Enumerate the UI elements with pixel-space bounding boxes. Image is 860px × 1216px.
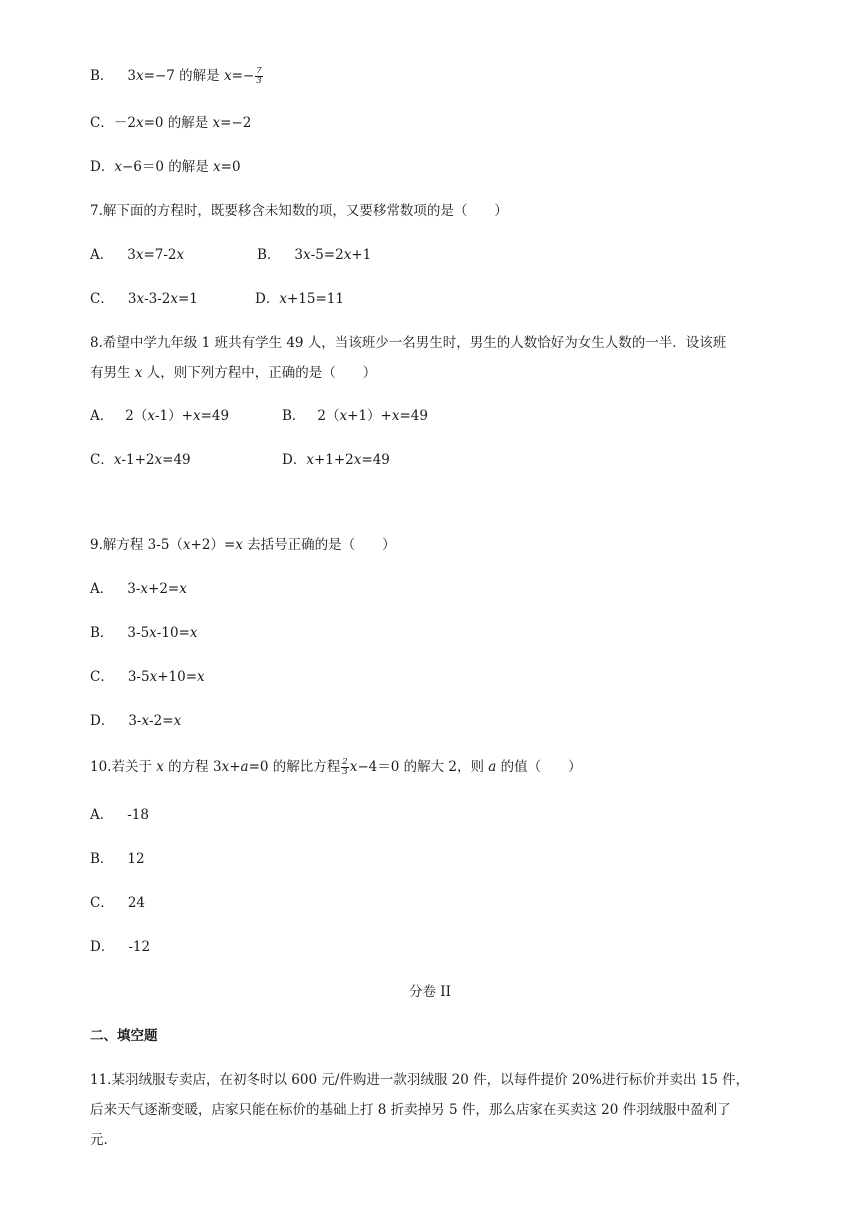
variable: x [136,291,145,307]
variable: x [349,759,358,775]
variable: a [488,759,497,775]
text: −6＝0 的解是 [121,159,214,175]
variable: x [179,581,187,597]
variable: x [140,581,149,597]
option-label: B． [90,851,114,867]
option-label: D． [90,159,115,175]
option-label: B． [90,625,114,641]
variable: x [221,759,230,775]
text: 3-5 [127,625,150,641]
variable: x [353,452,362,468]
variable: x [156,759,164,775]
q7-option-a [90,245,184,265]
q6-option-b [90,66,264,86]
text: 的值（ ） [496,759,582,775]
option-label: C． [90,669,114,685]
fraction-denominator: 3 [342,767,348,777]
text: =0 的解是 [143,115,213,131]
option-label: A． [90,247,114,263]
option-label: C． [90,115,114,131]
option-label: B． [257,247,281,263]
q6-option-d [90,157,241,177]
text: =49 [399,408,428,424]
option-value: 24 [127,895,146,911]
text: 9.解方程 3-5（ [90,537,183,553]
text: +10= [157,669,198,685]
fraction-numerator: 7 [256,66,262,76]
text: +2= [148,581,180,597]
option-label: D． [90,713,115,729]
text: -1+2 [121,452,155,468]
text: 3-5 [127,669,150,685]
option-label: A． [90,807,114,823]
text: =0 的解比方程 [248,759,341,775]
option-value: -18 [127,807,149,823]
variable: x [192,408,201,424]
text: 3 [127,291,137,307]
variable: x [154,452,163,468]
q8-stem-line2 [90,363,376,383]
text: =49 [162,452,191,468]
text: =1 [178,291,198,307]
text: 3- [127,581,141,597]
text: −4＝0 的解大 2，则 [357,759,489,775]
variable: x [306,452,314,468]
q9-stem [90,535,396,555]
option-label: D． [255,291,280,307]
text: 2（ [317,408,340,424]
variable: x [197,669,205,685]
text: 3 [294,247,304,263]
text: =7-2 [143,247,177,263]
text: －2 [113,115,136,131]
q10-option-a [90,805,149,825]
text: -1）+ [154,408,193,424]
variable: x [141,713,150,729]
q11-line2: 后来天气逐渐变暖，店家只能在标价的基础上打 8 折卖掉另 5 件，那么店家在买卖这 20 件羽绒服中盈利了 [90,1102,731,1118]
q7-option-c [90,289,198,309]
text: =0 [220,159,241,175]
variable: x [135,115,144,131]
variable: x [173,713,182,729]
option-value: -12 [128,939,151,955]
variable: x [114,159,122,175]
variable: x [339,408,348,424]
text: =−2 [220,115,252,131]
text: + [229,759,241,775]
variable: x [279,291,287,307]
q8-option-c [90,450,191,470]
q9-option-a [90,579,187,599]
option-value: 12 [127,851,145,867]
text: =49 [361,452,390,468]
q8-option-d [282,450,390,470]
option-label: C． [90,452,114,468]
text: 3- [128,713,142,729]
variable: x [391,408,400,424]
q7-stem: 7.解下面的方程时，既要移含未知数的项，又要移常数项的是（ ） [90,203,508,219]
variable: x [149,669,158,685]
variable: x [134,365,143,381]
q11-paragraph [90,1065,770,1155]
text: +1）+ [347,408,392,424]
option-label: A． [90,581,114,597]
q10-stem [90,757,582,777]
text: -10= [156,625,190,641]
fraction-denominator: 3 [256,76,262,86]
variable: x [135,247,144,263]
option-label: D． [90,939,115,955]
q8-option-a [90,406,229,426]
variable: x [149,625,157,641]
option-label: B． [90,68,114,84]
q11-line1: 11.某羽绒服专卖店，在初冬时以 600 元/件购进一款羽绒服 20 件，以每件提价 20%进行标价并卖出 15 件， [90,1072,750,1088]
q10-option-d [90,937,150,957]
text: 3 [127,68,137,84]
variable: x [189,625,198,641]
text: +2）= [190,537,236,553]
fraction [341,758,348,777]
option-label: C． [90,895,114,911]
text: +1 [351,247,372,263]
q6-option-c [90,113,251,133]
option-label: C． [90,291,114,307]
text: =−7 的解是 [143,68,224,84]
variable: a [240,759,249,775]
fraction-numerator: 2 [342,757,348,767]
variable: x [113,452,122,468]
variable: x [176,247,185,263]
text: +15=11 [286,291,344,307]
q8-stem-line1: 8.希望中学九年级 1 班共有学生 49 人，当该班少一名男生时，男生的人数恰好为女生人数的一半．设该班 [90,335,727,351]
text: =− [231,68,255,84]
text: =49 [200,408,230,424]
q10-option-b [90,849,145,869]
variable: x [343,247,352,263]
variable: x [147,408,155,424]
text: 3 [127,247,136,263]
text: 的方程 3 [163,759,222,775]
q10-option-c [90,893,145,913]
variable: x [235,537,243,553]
variable: x [170,291,178,307]
q7-option-b [257,245,371,265]
section-heading: 二、填空题 [90,1028,158,1044]
variable: x [303,247,311,263]
text: 2（ [125,408,148,424]
variable: x [212,115,221,131]
variable: x [223,68,232,84]
text: 人，则下列方程中，正确的是（ ） [142,365,377,381]
q7-option-d [255,289,344,309]
text: -3-2 [144,291,171,307]
q9-option-c [90,667,205,687]
option-label: B． [282,408,306,424]
q9-option-d [90,711,181,731]
q11-line3: 元. [90,1132,108,1148]
section-title: 分卷 II [409,984,451,1000]
text: 10.若关于 [90,759,157,775]
option-label: D． [282,452,307,468]
variable: x [182,537,191,553]
text: -2= [149,713,174,729]
option-label: A． [90,408,114,424]
variable: x [136,68,144,84]
q9-option-b [90,623,197,643]
text: +1+2 [313,452,354,468]
q8-option-b [282,406,428,426]
text: 有男生 [90,365,135,381]
text: -5=2 [310,247,344,263]
variable: x [213,159,221,175]
fraction [255,67,262,86]
text: 去括号正确的是（ ） [242,537,396,553]
